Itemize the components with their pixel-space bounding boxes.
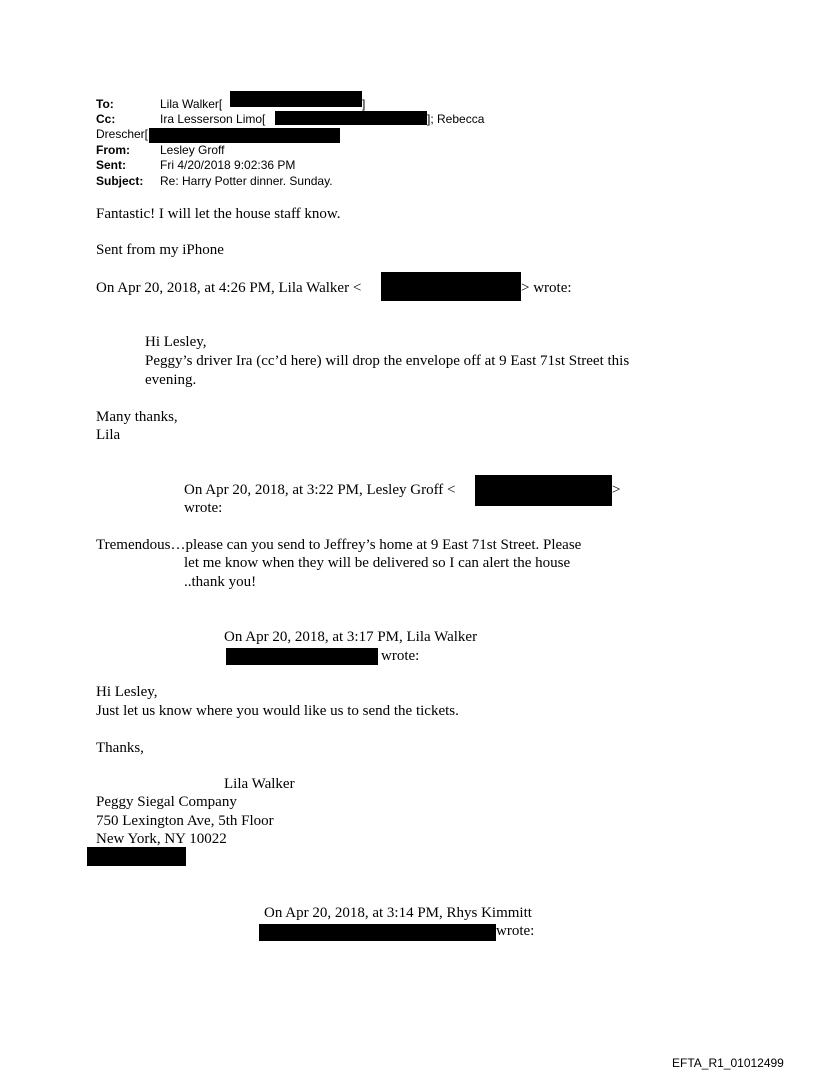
quote-wrote: wrote: — [381, 648, 420, 664]
body-line: Peggy’s driver Ira (cc’d here) will drop the envelope off at 9 East 71st Street this — [145, 353, 630, 369]
cc-label: Cc: — [96, 112, 116, 126]
body-line: ..thank you! — [184, 574, 257, 590]
to-value: Lila Walker[ — [160, 97, 223, 111]
from-label: From: — [96, 143, 130, 157]
redaction-box — [87, 847, 186, 866]
redaction-box — [381, 272, 521, 301]
sent-value: Fri 4/20/2018 9:02:36 PM — [160, 158, 296, 172]
quote-wrote: > wrote: — [521, 280, 572, 296]
to-label: To: — [96, 97, 114, 111]
signature-name: Lila Walker — [224, 776, 295, 792]
body-line: Many thanks, — [96, 409, 178, 425]
redaction-box — [259, 924, 496, 941]
body-line: Tremendous…please can you send to Jeffrey’s home at 9 East 71st Street. Please — [96, 537, 582, 553]
cc-value: Ira Lesserson Limo[ — [160, 112, 266, 126]
redaction-box — [230, 91, 362, 107]
body-line: Hi Lesley, — [96, 684, 158, 700]
body-line: evening. — [145, 372, 197, 388]
body-line: Fantastic! I will let the house staff know. — [96, 206, 341, 222]
body-line: Just let us know where you would like us to send the tickets. — [96, 703, 459, 719]
body-line: Sent from my iPhone — [96, 242, 224, 258]
signature-address: New York, NY 10022 — [96, 831, 227, 847]
redaction-box — [275, 111, 427, 125]
redaction-box — [475, 475, 612, 506]
body-line: let me know when they will be delivered so I can alert the house — [184, 555, 571, 571]
signature-address: 750 Lexington Ave, 5th Floor — [96, 813, 274, 829]
subject-value: Re: Harry Potter dinner. Sunday. — [160, 174, 333, 188]
quote-header: On Apr 20, 2018, at 3:17 PM, Lila Walker — [224, 629, 478, 645]
quote-wrote: > — [612, 482, 621, 498]
quote-header: On Apr 20, 2018, at 3:14 PM, Rhys Kimmitt — [264, 905, 532, 921]
quote-header: On Apr 20, 2018, at 3:22 PM, Lesley Groff < — [184, 482, 456, 498]
redaction-box — [149, 128, 340, 143]
signature-company: Peggy Siegal Company — [96, 794, 237, 810]
body-line: Thanks, — [96, 740, 144, 756]
redaction-box — [226, 648, 378, 665]
cc-continued: Drescher[ — [96, 127, 149, 141]
document-id: EFTA_R1_01012499 — [672, 1056, 784, 1070]
subject-label: Subject: — [96, 174, 144, 188]
sent-label: Sent: — [96, 158, 126, 172]
body-line: Lila — [96, 427, 121, 443]
quote-header: On Apr 20, 2018, at 4:26 PM, Lila Walker < — [96, 280, 362, 296]
quote-wrote: wrote: — [184, 500, 223, 516]
cc-close: ]; Rebecca — [427, 112, 485, 126]
quote-wrote: wrote: — [496, 923, 535, 939]
to-close: ] — [362, 97, 366, 111]
from-value: Lesley Groff — [160, 143, 225, 157]
body-line: Hi Lesley, — [145, 334, 207, 350]
